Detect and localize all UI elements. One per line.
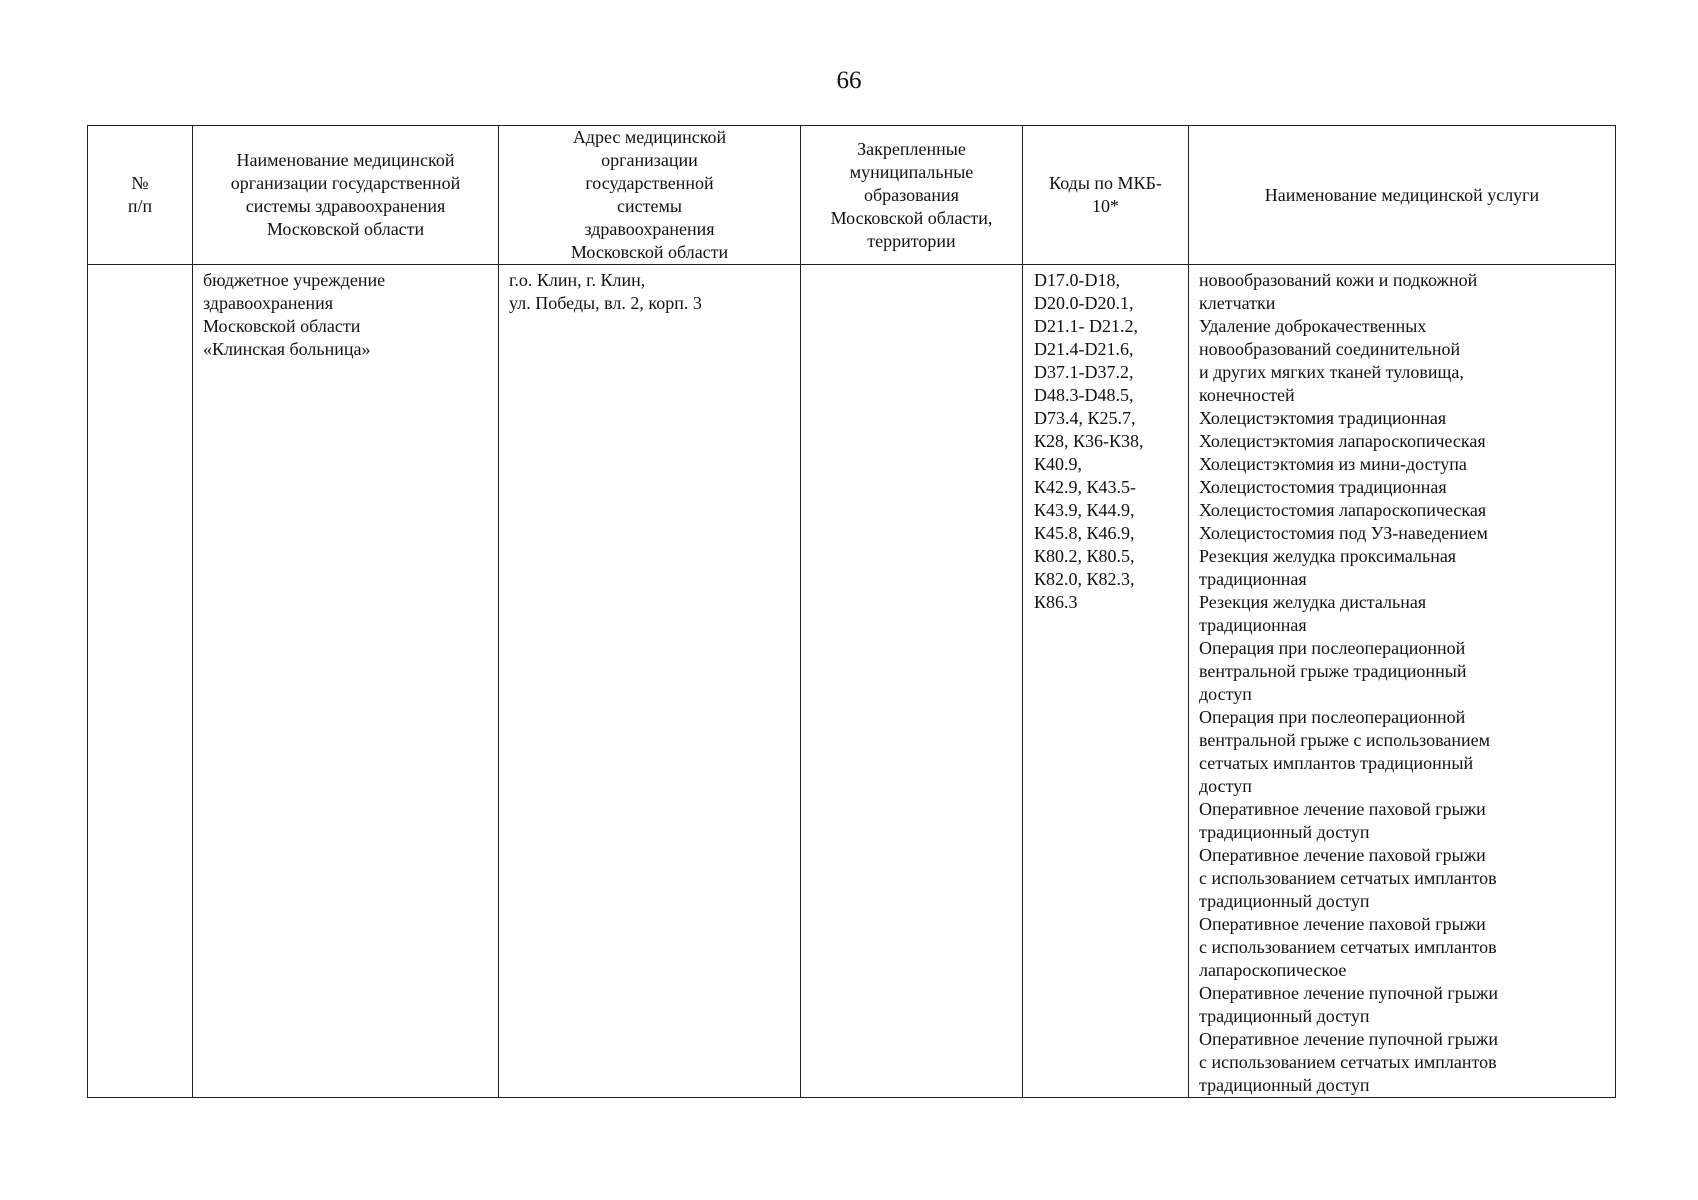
cell-line: ул. Победы, вл. 2, корп. 3 [509, 293, 702, 313]
cell-line: К45.8, К46.9, [1034, 523, 1135, 543]
cell-organization [193, 265, 499, 1098]
cell-line: К82.0, К82.3, [1034, 569, 1135, 589]
header-line: образования [864, 184, 959, 205]
cell-line: клетчатки [1199, 293, 1276, 313]
header-line: территории [867, 230, 956, 251]
cell-line: «Клинская больница» [203, 339, 371, 359]
header-service-name [1189, 126, 1616, 265]
cell-line: традиционная [1199, 615, 1307, 635]
header-number [88, 126, 193, 265]
cell-line: бюджетное учреждение [203, 270, 386, 290]
cell-line: новообразований соединительной [1199, 339, 1461, 359]
header-line: системы [617, 196, 682, 216]
header-line: Наименование медицинской услуги [1264, 184, 1540, 205]
cell-line: Резекция желудка проксимальная [1199, 546, 1457, 566]
cell-line: D37.1-D37.2, [1034, 362, 1134, 382]
table-header-row [88, 126, 1616, 265]
header-line: Коды по МКБ- [1049, 173, 1162, 193]
cell-line: вентральной грыже с использованием [1199, 730, 1490, 750]
cell-line: К80.2, К80.5, [1034, 546, 1135, 566]
cell-line: Операция при послеоперационной [1199, 707, 1466, 727]
cell-line: К42.9, К43.5- [1034, 477, 1137, 497]
cell-line: Оперативное лечение пупочной грыжи [1199, 983, 1498, 1003]
cell-line: лапароскопическое [1199, 960, 1347, 980]
header-address [499, 126, 801, 265]
cell-line: традиционный доступ [1199, 822, 1370, 842]
cell-icd-codes [1023, 265, 1189, 1098]
header-line: Адрес медицинской [572, 127, 727, 147]
cell-line: К40.9, [1034, 454, 1083, 474]
cell-line: К43.9, К44.9, [1034, 500, 1135, 520]
header-line: Московской области, [830, 207, 993, 228]
cell-services [1189, 265, 1616, 1098]
cell-line: традиционный доступ [1199, 1006, 1370, 1026]
cell-line: Удаление доброкачественных [1199, 316, 1427, 336]
cell-line: Холецистостомия под УЗ-наведением [1199, 523, 1488, 543]
cell-line: новообразований кожи и подкожной [1199, 270, 1478, 290]
cell-line: Оперативное лечение паховой грыжи [1199, 799, 1486, 819]
cell-line: К28, К36-К38, [1034, 431, 1144, 451]
header-line: государственной [585, 173, 714, 193]
header-line: организации [601, 150, 698, 170]
header-line: № [131, 173, 149, 193]
header-line: Закрепленные [857, 138, 966, 159]
page-number: 66 [836, 67, 862, 94]
header-territories [801, 126, 1023, 265]
cell-line: D20.0-D20.1, [1034, 293, 1134, 313]
header-organization [193, 126, 499, 265]
cell-line: и других мягких тканей туловища, [1199, 362, 1464, 382]
table-row [88, 265, 1616, 1098]
services-table [87, 125, 1616, 1098]
cell-line: Оперативное лечение пупочной грыжи [1199, 1029, 1498, 1049]
cell-line: Резекция желудка дистальная [1199, 592, 1427, 612]
cell-number [88, 265, 193, 1098]
cell-line: D17.0-D18, [1034, 270, 1120, 290]
cell-line: конечностей [1199, 385, 1295, 405]
cell-territories [801, 265, 1023, 1098]
cell-line: с использованием сетчатых имплантов [1199, 1052, 1497, 1072]
cell-line: с использованием сетчатых имплантов [1199, 937, 1497, 957]
cell-line: D73.4, К25.7, [1034, 408, 1136, 428]
cell-line: Холецистостомия лапароскопическая [1199, 500, 1487, 520]
cell-address [499, 265, 801, 1098]
cell-line: Московской области [203, 316, 361, 336]
cell-line: Холецистостомия традиционная [1199, 477, 1447, 497]
cell-line: с использованием сетчатых имплантов [1199, 868, 1497, 888]
cell-line: сетчатых имплантов традиционный [1199, 753, 1474, 773]
header-line: Московской области [570, 242, 729, 262]
header-line: организации государственной [230, 173, 461, 193]
header-line: 10* [1092, 196, 1119, 216]
header-line: п/п [127, 196, 153, 216]
cell-line: Операция при послеоперационной [1199, 638, 1466, 658]
header-line: системы здравоохранения [245, 196, 446, 216]
header-icd-codes [1023, 126, 1189, 265]
cell-line: вентральной грыже традиционный [1199, 661, 1467, 681]
cell-line: D21.1- D21.2, [1034, 316, 1138, 336]
cell-line: Оперативное лечение паховой грыжи [1199, 914, 1486, 934]
cell-line: Холецистэктомия из мини-доступа [1199, 454, 1467, 474]
cell-line: Оперативное лечение паховой грыжи [1199, 845, 1486, 865]
cell-line: D48.3-D48.5, [1034, 385, 1134, 405]
cell-line: доступ [1199, 684, 1252, 704]
header-line: Московской области [266, 219, 425, 239]
cell-line: традиционная [1199, 569, 1307, 589]
header-line: здравоохранения [584, 219, 715, 239]
cell-line: г.о. Клин, г. Клин, [509, 270, 646, 290]
cell-line: Холецистэктомия лапароскопическая [1199, 431, 1486, 451]
cell-line: К86.3 [1034, 592, 1078, 612]
cell-line: традиционный доступ [1199, 1075, 1370, 1095]
cell-line: Холецистэктомия традиционная [1199, 408, 1447, 428]
cell-line: D21.4-D21.6, [1034, 339, 1134, 359]
header-line: Наименование медицинской [236, 150, 455, 170]
cell-line: доступ [1199, 776, 1252, 796]
cell-line: здравоохранения [203, 293, 334, 313]
cell-line: традиционный доступ [1199, 891, 1370, 911]
header-line: муниципальные [849, 161, 974, 182]
